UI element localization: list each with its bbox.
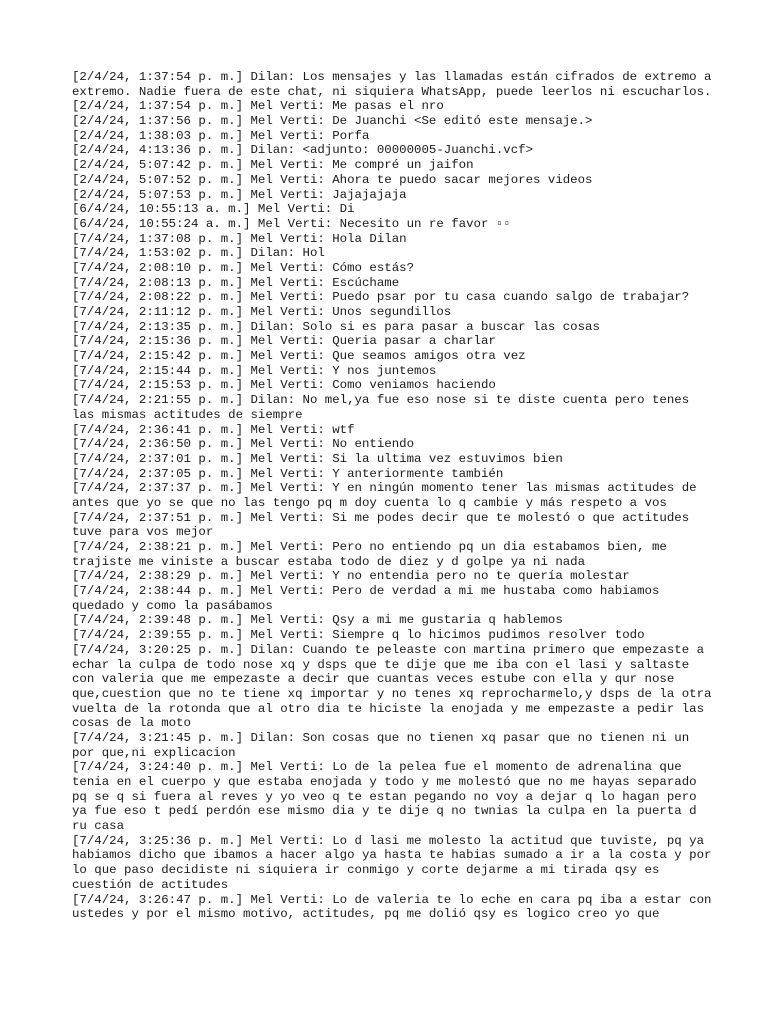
message-line: [7/4/24, 2:08:22 p. m.] Mel Verti: Puedo psar por tu casa cuando salgo de trabajar?: [72, 290, 690, 305]
message-line: [2/4/24, 5:07:52 p. m.] Mel Verti: Ahora te puedo sacar mejores videos: [72, 172, 593, 187]
message-line: [7/4/24, 2:36:50 p. m.] Mel Verti: No entiendo: [72, 437, 415, 452]
message-line: [2/4/24, 5:07:42 p. m.] Mel Verti: Me compré un jaifon: [72, 158, 474, 173]
message-line: [7/4/24, 3:20:25 p. m.] Dilan: Cuando te peleaste con martina primero que empezaste a echar la culpa de todo nose xq y dsps que te dije que me iba con el lasi y saltaste con valeria que me empezaste a decir que cuantas veces estube con ella y qur nose que,cuestion que no te tiene xq importar y no tenes xq reprocharmelo,y dsps de la otra vuelta de la rotonda que al otro dia te hiciste la enojada y me empezaste a pedir las cosas de la moto: [72, 642, 719, 731]
message-line: [2/4/24, 5:07:53 p. m.] Mel Verti: Jajajajaja: [72, 187, 407, 202]
message-line: [2/4/24, 4:13:36 p. m.] Dilan: <adjunto: 00000005-Juanchi.vcf>: [72, 143, 534, 158]
message-line: [7/4/24, 2:11:12 p. m.] Mel Verti: Unos segundillos: [72, 305, 452, 319]
message-line: [7/4/24, 2:38:21 p. m.] Mel Verti: Pero no entiendo pq un dia estabamos bien, me trajiste me viniste a buscar estaba todo de diez y d golpe ya ni nada: [72, 540, 675, 569]
message-line: [2/4/24, 1:37:56 p. m.] Mel Verti: De Juanchi <Se editó este mensaje.>: [72, 114, 593, 129]
message-line: [7/4/24, 2:37:05 p. m.] Mel Verti: Y anteriormente también: [72, 466, 504, 481]
message-line: [7/4/24, 2:37:37 p. m.] Mel Verti: Y en ningún momento tener las mismas actitudes de antes que yo se que no las tengo pq m doy cuenta lo q cambie y más respeto a vos: [72, 481, 705, 510]
message-line: [6/4/24, 10:55:24 a. m.] Mel Verti: Necesito un re favor ▫▫: [72, 216, 511, 231]
message-line: [7/4/24, 3:21:45 p. m.] Dilan: Son cosas que no tienen xq pasar que no tienen ni un por que,ni explicacion: [72, 730, 697, 760]
message-line: [7/4/24, 3:24:40 p. m.] Mel Verti: Lo de la pelea fue el momento de adrenalina que tenia en el cuerpo y que estaba enojada y todo y me molestó que no me hayas separado pq se q si fuera al reves y yo veo q te estan pegando no voy a dejar q lo hagan pero ya fue eso t pedí perdón ese mismo dia y te dije q no twnias la culpa en la puerta d ru casa: [72, 760, 705, 834]
message-line: [7/4/24, 2:08:10 p. m.] Mel Verti: Cómo estás?: [72, 260, 415, 275]
message-line: [7/4/24, 2:38:29 p. m.] Mel Verti: Y no entendia pero no te quería molestar: [72, 569, 630, 584]
message-line: [7/4/24, 2:15:36 p. m.] Mel Verti: Queria pasar a charlar: [72, 334, 496, 349]
message-line: [7/4/24, 2:39:55 p. m.] Mel Verti: Siempre q lo hicimos pudimos resolver todo: [72, 628, 645, 643]
message-line: [7/4/24, 1:37:08 p. m.] Mel Verti: Hola Dilan: [72, 231, 407, 246]
message-line: [7/4/24, 2:37:51 p. m.] Mel Verti: Si me podes decir que te molestó o que actitudes tuve para vos mejor: [72, 510, 697, 540]
message-line: [7/4/24, 3:26:47 p. m.] Mel Verti: Lo de valeria te lo eche en cara pq iba a estar con ustedes y por el mismo motivo, actitudes, pq me dolió qsy es logico creo yo que: [72, 892, 719, 922]
message-line: [7/4/24, 2:15:44 p. m.] Mel Verti: Y nos juntemos: [72, 363, 437, 378]
message-line: [7/4/24, 1:53:02 p. m.] Dilan: Hol: [72, 246, 325, 261]
message-line: [7/4/24, 2:13:35 p. m.] Dilan: Solo si es para pasar a buscar las cosas: [72, 319, 600, 334]
message-line: [7/4/24, 2:38:44 p. m.] Mel Verti: Pero de verdad a mi me hustaba como habiamos quedado y como la pasábamos: [72, 584, 667, 613]
message-line: [7/4/24, 2:21:55 p. m.] Dilan: No mel,ya fue eso nose si te diste cuenta pero tenes las mismas actitudes de siempre: [72, 393, 697, 422]
message-line: [2/4/24, 1:38:03 p. m.] Mel Verti: Porfa: [72, 128, 370, 143]
chat-export-document: [72, 70, 719, 922]
message-line: [2/4/24, 1:37:54 p. m.] Mel Verti: Me pasas el nro: [72, 99, 444, 114]
message-line: [2/4/24, 1:37:54 p. m.] Dilan: Los mensajes y las llamadas están cifrados de extremo a extremo. Nadie fuera de este chat, ni siquiera WhatsApp, puede leerlos ni escucharlos.: [72, 70, 719, 99]
message-line: [7/4/24, 2:15:42 p. m.] Mel Verti: Que seamos amigos otra vez: [72, 349, 526, 364]
message-line: [7/4/24, 2:08:13 p. m.] Mel Verti: Escúchame: [72, 275, 400, 290]
message-line: [6/4/24, 10:55:13 a. m.] Mel Verti: Di: [72, 202, 355, 217]
message-line: [7/4/24, 2:37:01 p. m.] Mel Verti: Si la ultima vez estuvimos bien: [72, 451, 563, 466]
message-line: [7/4/24, 3:25:36 p. m.] Mel Verti: Lo d lasi me molesto la actitud que tuviste, pq ya habiamos dicho que ibamos a hacer algo ya hasta te habias sumado a ir a la costa y por lo que paso decidiste ni siquiera ir conmigo y corte dejarme a mi tirada qsy es cuestión de actitudes: [72, 833, 719, 892]
message-line: [7/4/24, 2:39:48 p. m.] Mel Verti: Qsy a mi me gustaria q hablemos: [72, 613, 563, 628]
message-line: [7/4/24, 2:36:41 p. m.] Mel Verti: wtf: [72, 422, 355, 437]
message-line: [7/4/24, 2:15:53 p. m.] Mel Verti: Como veniamos haciendo: [72, 378, 496, 393]
